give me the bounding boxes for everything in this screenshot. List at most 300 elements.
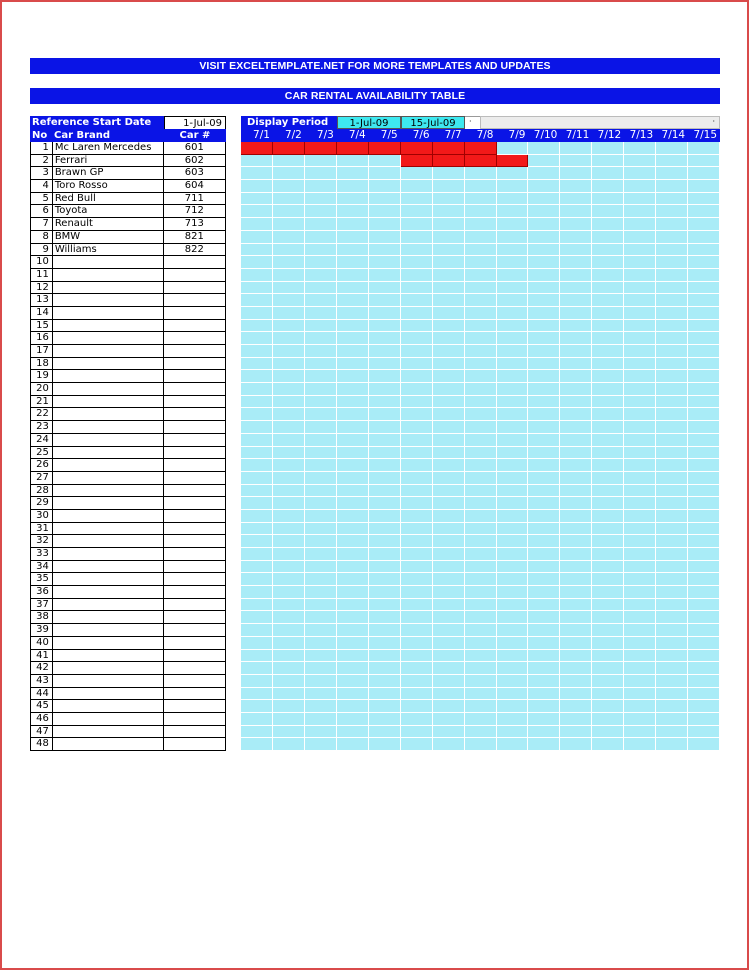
available-cell[interactable] (305, 332, 337, 345)
available-cell[interactable] (273, 548, 305, 561)
available-cell[interactable] (273, 383, 305, 396)
car-brand-cell[interactable] (53, 586, 164, 598)
available-cell[interactable] (433, 624, 465, 637)
available-cell[interactable] (688, 726, 720, 739)
available-cell[interactable] (465, 231, 497, 244)
available-cell[interactable] (624, 396, 656, 409)
available-cell[interactable] (528, 142, 560, 155)
available-cell[interactable] (465, 535, 497, 548)
available-cell[interactable] (241, 244, 273, 257)
available-cell[interactable] (433, 637, 465, 650)
car-brand-cell[interactable] (53, 332, 164, 344)
available-cell[interactable] (337, 713, 369, 726)
available-cell[interactable] (688, 650, 720, 663)
available-cell[interactable] (401, 218, 433, 231)
available-cell[interactable] (624, 700, 656, 713)
car-number-cell[interactable] (164, 611, 225, 623)
available-cell[interactable] (497, 421, 529, 434)
car-brand-cell[interactable]: Red Bull (53, 193, 164, 205)
available-cell[interactable] (624, 510, 656, 523)
available-cell[interactable] (337, 180, 369, 193)
available-cell[interactable] (401, 497, 433, 510)
row-number[interactable]: 16 (31, 332, 53, 344)
available-cell[interactable] (305, 282, 337, 295)
car-number-cell[interactable] (164, 282, 225, 294)
available-cell[interactable] (273, 726, 305, 739)
available-cell[interactable] (433, 599, 465, 612)
available-cell[interactable] (305, 307, 337, 320)
available-cell[interactable] (624, 472, 656, 485)
available-cell[interactable] (273, 535, 305, 548)
available-cell[interactable] (560, 472, 592, 485)
car-number-cell[interactable] (164, 586, 225, 598)
available-cell[interactable] (369, 256, 401, 269)
available-cell[interactable] (305, 408, 337, 421)
available-cell[interactable] (656, 573, 688, 586)
car-number-cell[interactable] (164, 624, 225, 636)
available-cell[interactable] (688, 155, 720, 168)
available-cell[interactable] (401, 586, 433, 599)
available-cell[interactable] (560, 434, 592, 447)
available-cell[interactable] (369, 726, 401, 739)
available-cell[interactable] (688, 675, 720, 688)
available-cell[interactable] (656, 180, 688, 193)
available-cell[interactable] (337, 523, 369, 536)
available-cell[interactable] (688, 447, 720, 460)
available-cell[interactable] (592, 320, 624, 333)
available-cell[interactable] (369, 675, 401, 688)
available-cell[interactable] (560, 345, 592, 358)
car-number-cell[interactable] (164, 510, 225, 522)
available-cell[interactable] (528, 396, 560, 409)
available-cell[interactable] (433, 688, 465, 701)
available-cell[interactable] (369, 637, 401, 650)
available-cell[interactable] (433, 421, 465, 434)
available-cell[interactable] (305, 231, 337, 244)
available-cell[interactable] (528, 713, 560, 726)
available-cell[interactable] (688, 599, 720, 612)
booked-cell[interactable] (401, 155, 433, 168)
available-cell[interactable] (305, 256, 337, 269)
available-cell[interactable] (624, 294, 656, 307)
available-cell[interactable] (465, 320, 497, 333)
car-brand-cell[interactable] (53, 358, 164, 370)
available-cell[interactable] (624, 307, 656, 320)
available-cell[interactable] (433, 205, 465, 218)
available-cell[interactable] (528, 320, 560, 333)
available-cell[interactable] (465, 650, 497, 663)
available-cell[interactable] (273, 332, 305, 345)
available-cell[interactable] (688, 282, 720, 295)
available-cell[interactable] (369, 523, 401, 536)
available-cell[interactable] (273, 193, 305, 206)
available-cell[interactable] (592, 586, 624, 599)
available-cell[interactable] (465, 637, 497, 650)
available-cell[interactable] (560, 497, 592, 510)
available-cell[interactable] (305, 662, 337, 675)
available-cell[interactable] (560, 256, 592, 269)
available-cell[interactable] (433, 535, 465, 548)
available-cell[interactable] (241, 205, 273, 218)
available-cell[interactable] (465, 726, 497, 739)
available-cell[interactable] (241, 485, 273, 498)
available-cell[interactable] (433, 180, 465, 193)
available-cell[interactable] (624, 434, 656, 447)
car-brand-cell[interactable] (53, 434, 164, 446)
available-cell[interactable] (465, 180, 497, 193)
available-cell[interactable] (401, 396, 433, 409)
available-cell[interactable] (369, 370, 401, 383)
available-cell[interactable] (497, 383, 529, 396)
available-cell[interactable] (592, 611, 624, 624)
car-brand-cell[interactable] (53, 548, 164, 560)
available-cell[interactable] (528, 573, 560, 586)
available-cell[interactable] (241, 599, 273, 612)
available-cell[interactable] (465, 510, 497, 523)
available-cell[interactable] (337, 193, 369, 206)
car-brand-cell[interactable] (53, 459, 164, 471)
row-number[interactable]: 23 (31, 421, 53, 433)
available-cell[interactable] (337, 535, 369, 548)
available-cell[interactable] (528, 244, 560, 257)
available-cell[interactable] (305, 624, 337, 637)
car-brand-cell[interactable] (53, 637, 164, 649)
car-number-cell[interactable]: 821 (184, 230, 204, 242)
row-number[interactable]: 41 (31, 650, 53, 662)
available-cell[interactable] (433, 332, 465, 345)
car-number-cell[interactable] (164, 434, 225, 446)
available-cell[interactable] (401, 434, 433, 447)
available-cell[interactable] (369, 320, 401, 333)
available-cell[interactable] (305, 218, 337, 231)
available-cell[interactable] (337, 244, 369, 257)
row-number[interactable]: 24 (31, 434, 53, 446)
available-cell[interactable] (433, 345, 465, 358)
available-cell[interactable] (433, 447, 465, 460)
available-cell[interactable] (369, 688, 401, 701)
car-brand-cell[interactable] (53, 396, 164, 408)
available-cell[interactable] (305, 726, 337, 739)
available-cell[interactable] (241, 510, 273, 523)
available-cell[interactable] (688, 370, 720, 383)
available-cell[interactable] (497, 713, 529, 726)
available-cell[interactable] (465, 700, 497, 713)
available-cell[interactable] (497, 586, 529, 599)
row-number[interactable]: 22 (31, 408, 53, 420)
available-cell[interactable] (433, 408, 465, 421)
car-number-cell[interactable] (164, 320, 225, 332)
available-cell[interactable] (401, 307, 433, 320)
available-cell[interactable] (465, 523, 497, 536)
row-number[interactable]: 1 (31, 142, 53, 154)
available-cell[interactable] (401, 320, 433, 333)
car-brand-cell[interactable] (53, 256, 164, 268)
available-cell[interactable] (688, 421, 720, 434)
available-cell[interactable] (560, 231, 592, 244)
available-cell[interactable] (337, 637, 369, 650)
available-cell[interactable] (433, 662, 465, 675)
available-cell[interactable] (433, 510, 465, 523)
available-cell[interactable] (656, 193, 688, 206)
available-cell[interactable] (528, 650, 560, 663)
available-cell[interactable] (656, 447, 688, 460)
available-cell[interactable] (369, 408, 401, 421)
available-cell[interactable] (369, 535, 401, 548)
available-cell[interactable] (369, 345, 401, 358)
booked-cell[interactable] (337, 142, 369, 155)
available-cell[interactable] (241, 256, 273, 269)
available-cell[interactable] (688, 688, 720, 701)
available-cell[interactable] (273, 167, 305, 180)
available-cell[interactable] (560, 523, 592, 536)
available-cell[interactable] (401, 282, 433, 295)
car-brand-cell[interactable]: Renault (53, 218, 164, 230)
row-number[interactable]: 30 (31, 510, 53, 522)
available-cell[interactable] (433, 713, 465, 726)
row-number[interactable]: 44 (31, 688, 53, 700)
row-number[interactable]: 38 (31, 611, 53, 623)
car-number-cell[interactable] (164, 535, 225, 547)
available-cell[interactable] (656, 713, 688, 726)
row-number[interactable]: 6 (31, 205, 53, 217)
available-cell[interactable] (497, 294, 529, 307)
available-cell[interactable] (465, 738, 497, 751)
available-cell[interactable] (401, 370, 433, 383)
available-cell[interactable] (241, 167, 273, 180)
available-cell[interactable] (273, 307, 305, 320)
available-cell[interactable] (433, 269, 465, 282)
available-cell[interactable] (465, 624, 497, 637)
available-cell[interactable] (465, 459, 497, 472)
row-number[interactable]: 46 (31, 713, 53, 725)
display-period-end[interactable]: 15-Jul-09 (401, 116, 465, 129)
available-cell[interactable] (592, 688, 624, 701)
available-cell[interactable] (560, 180, 592, 193)
available-cell[interactable] (656, 485, 688, 498)
available-cell[interactable] (528, 155, 560, 168)
available-cell[interactable] (560, 358, 592, 371)
available-cell[interactable] (592, 421, 624, 434)
available-cell[interactable] (465, 167, 497, 180)
available-cell[interactable] (465, 282, 497, 295)
available-cell[interactable] (528, 307, 560, 320)
car-number-cell[interactable] (164, 650, 225, 662)
car-brand-cell[interactable] (53, 510, 164, 522)
available-cell[interactable] (337, 738, 369, 751)
available-cell[interactable] (624, 332, 656, 345)
available-cell[interactable] (369, 155, 401, 168)
available-cell[interactable] (688, 244, 720, 257)
car-number-cell[interactable] (164, 662, 225, 674)
available-cell[interactable] (401, 700, 433, 713)
available-cell[interactable] (497, 472, 529, 485)
available-cell[interactable] (656, 662, 688, 675)
available-cell[interactable] (656, 688, 688, 701)
available-cell[interactable] (656, 244, 688, 257)
available-cell[interactable] (273, 256, 305, 269)
available-cell[interactable] (337, 624, 369, 637)
available-cell[interactable] (528, 599, 560, 612)
available-cell[interactable] (497, 396, 529, 409)
available-cell[interactable] (337, 320, 369, 333)
available-cell[interactable] (273, 650, 305, 663)
available-cell[interactable] (688, 713, 720, 726)
available-cell[interactable] (528, 510, 560, 523)
available-cell[interactable] (497, 447, 529, 460)
available-cell[interactable] (241, 523, 273, 536)
available-cell[interactable] (305, 561, 337, 574)
available-cell[interactable] (528, 535, 560, 548)
row-number[interactable]: 8 (31, 231, 53, 243)
booked-cell[interactable] (273, 142, 305, 155)
available-cell[interactable] (465, 472, 497, 485)
available-cell[interactable] (305, 269, 337, 282)
available-cell[interactable] (656, 700, 688, 713)
available-cell[interactable] (465, 675, 497, 688)
available-cell[interactable] (305, 688, 337, 701)
available-cell[interactable] (433, 193, 465, 206)
available-cell[interactable] (497, 624, 529, 637)
available-cell[interactable] (273, 510, 305, 523)
available-cell[interactable] (560, 586, 592, 599)
available-cell[interactable] (592, 447, 624, 460)
available-cell[interactable] (369, 459, 401, 472)
available-cell[interactable] (592, 332, 624, 345)
available-cell[interactable] (273, 345, 305, 358)
available-cell[interactable] (337, 370, 369, 383)
available-cell[interactable] (401, 523, 433, 536)
row-number[interactable]: 39 (31, 624, 53, 636)
available-cell[interactable] (497, 637, 529, 650)
row-number[interactable]: 40 (31, 637, 53, 649)
available-cell[interactable] (273, 294, 305, 307)
available-cell[interactable] (273, 269, 305, 282)
available-cell[interactable] (369, 269, 401, 282)
available-cell[interactable] (688, 586, 720, 599)
available-cell[interactable] (433, 434, 465, 447)
available-cell[interactable] (241, 231, 273, 244)
available-cell[interactable] (560, 282, 592, 295)
available-cell[interactable] (656, 497, 688, 510)
available-cell[interactable] (560, 510, 592, 523)
car-number-cell[interactable] (164, 713, 225, 725)
car-brand-cell[interactable] (53, 675, 164, 687)
available-cell[interactable] (624, 738, 656, 751)
available-cell[interactable] (592, 650, 624, 663)
available-cell[interactable] (433, 472, 465, 485)
available-cell[interactable] (241, 345, 273, 358)
available-cell[interactable] (305, 586, 337, 599)
available-cell[interactable] (305, 320, 337, 333)
available-cell[interactable] (369, 396, 401, 409)
available-cell[interactable] (592, 244, 624, 257)
available-cell[interactable] (560, 294, 592, 307)
available-cell[interactable] (592, 434, 624, 447)
available-cell[interactable] (305, 370, 337, 383)
available-cell[interactable] (401, 256, 433, 269)
available-cell[interactable] (369, 231, 401, 244)
available-cell[interactable] (305, 396, 337, 409)
available-cell[interactable] (337, 345, 369, 358)
available-cell[interactable] (560, 662, 592, 675)
available-cell[interactable] (688, 434, 720, 447)
available-cell[interactable] (337, 408, 369, 421)
available-cell[interactable] (401, 726, 433, 739)
available-cell[interactable] (624, 205, 656, 218)
row-number[interactable]: 5 (31, 193, 53, 205)
available-cell[interactable] (528, 447, 560, 460)
row-number[interactable]: 12 (31, 282, 53, 294)
available-cell[interactable] (528, 611, 560, 624)
available-cell[interactable] (592, 193, 624, 206)
available-cell[interactable] (305, 713, 337, 726)
available-cell[interactable] (337, 447, 369, 460)
available-cell[interactable] (592, 497, 624, 510)
available-cell[interactable] (624, 282, 656, 295)
available-cell[interactable] (560, 688, 592, 701)
available-cell[interactable] (369, 485, 401, 498)
available-cell[interactable] (369, 472, 401, 485)
available-cell[interactable] (624, 269, 656, 282)
car-brand-cell[interactable] (53, 447, 164, 459)
available-cell[interactable] (656, 256, 688, 269)
available-cell[interactable] (433, 700, 465, 713)
available-cell[interactable] (241, 738, 273, 751)
available-cell[interactable] (688, 294, 720, 307)
available-cell[interactable] (528, 256, 560, 269)
available-cell[interactable] (560, 700, 592, 713)
available-cell[interactable] (273, 662, 305, 675)
available-cell[interactable] (433, 244, 465, 257)
available-cell[interactable] (401, 193, 433, 206)
available-cell[interactable] (401, 472, 433, 485)
available-cell[interactable] (241, 713, 273, 726)
car-number-cell[interactable] (164, 294, 225, 306)
available-cell[interactable] (305, 573, 337, 586)
available-cell[interactable] (656, 624, 688, 637)
available-cell[interactable] (401, 561, 433, 574)
available-cell[interactable] (273, 282, 305, 295)
available-cell[interactable] (560, 485, 592, 498)
available-cell[interactable] (688, 662, 720, 675)
available-cell[interactable] (241, 548, 273, 561)
available-cell[interactable] (688, 523, 720, 536)
available-cell[interactable] (433, 320, 465, 333)
car-brand-cell[interactable] (53, 726, 164, 738)
booked-cell[interactable] (465, 155, 497, 168)
available-cell[interactable] (592, 358, 624, 371)
available-cell[interactable] (624, 497, 656, 510)
available-cell[interactable] (305, 459, 337, 472)
available-cell[interactable] (241, 193, 273, 206)
available-cell[interactable] (656, 650, 688, 663)
available-cell[interactable] (465, 421, 497, 434)
available-cell[interactable] (528, 294, 560, 307)
available-cell[interactable] (592, 459, 624, 472)
available-cell[interactable] (497, 611, 529, 624)
available-cell[interactable] (241, 611, 273, 624)
car-number-cell[interactable] (164, 345, 225, 357)
available-cell[interactable] (624, 650, 656, 663)
available-cell[interactable] (337, 332, 369, 345)
available-cell[interactable] (369, 611, 401, 624)
row-number[interactable]: 48 (31, 738, 53, 750)
available-cell[interactable] (337, 205, 369, 218)
available-cell[interactable] (497, 332, 529, 345)
row-number[interactable]: 19 (31, 370, 53, 382)
car-brand-cell[interactable] (53, 320, 164, 332)
available-cell[interactable] (592, 155, 624, 168)
